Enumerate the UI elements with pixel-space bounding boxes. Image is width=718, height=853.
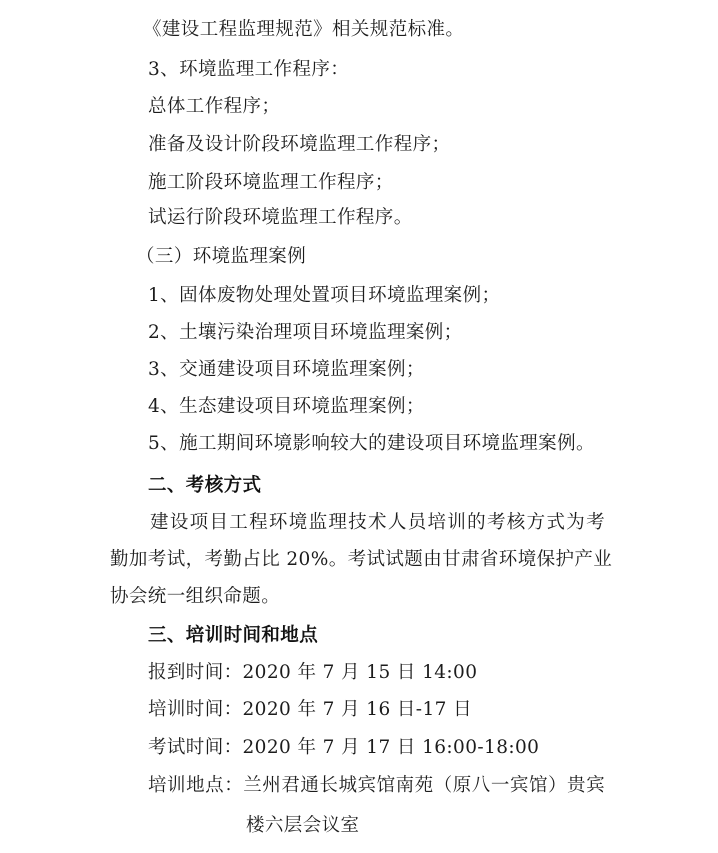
standard-reference-line: 《建设工程监理规范》相关规范标准。 [143, 19, 465, 40]
check-in-time: 报到时间：2020 年 7 月 15 日 14:00 [148, 662, 478, 683]
procedure-item: 施工阶段环境监理工作程序； [148, 172, 394, 193]
case-item: 4、生态建设项目环境监理案例； [148, 396, 425, 417]
procedure-item: 准备及设计阶段环境监理工作程序； [148, 134, 451, 155]
training-location: 培训地点：兰州君通长城宾馆南苑（原八一宾馆）贵宾 [148, 775, 605, 796]
training-time: 培训时间：2020 年 7 月 16 日-17 日 [148, 699, 472, 720]
case-item: 1、固体废物处理处置项目环境监理案例； [148, 285, 501, 306]
cases-heading: （三）环境监理案例 [136, 246, 307, 267]
case-item: 2、土壤污染治理项目环境监理案例； [148, 322, 463, 343]
case-item: 3、交通建设项目环境监理案例； [148, 359, 425, 380]
case-item: 5、施工期间环境影响较大的建设项目环境监理案例。 [148, 433, 595, 454]
assessment-section-heading: 二、考核方式 [148, 475, 262, 496]
assessment-paragraph-line: 协会统一组织命题。 [110, 586, 281, 607]
assessment-paragraph-line: 勤加考试，考勤占比 20%。考试试题由甘肃省环境保护产业 [110, 549, 613, 570]
procedure-heading: 3、环境监理工作程序： [148, 59, 350, 80]
assessment-paragraph-line: 建设项目工程环境监理技术人员培训的考核方式为考 [150, 512, 605, 533]
procedure-item: 试运行阶段环境监理工作程序。 [148, 207, 413, 228]
training-location-continued: 楼六层会议室 [246, 815, 360, 836]
exam-time: 考试时间：2020 年 7 月 17 日 16:00-18:00 [148, 737, 540, 758]
schedule-section-heading: 三、培训时间和地点 [148, 625, 319, 646]
procedure-item: 总体工作程序； [148, 96, 281, 117]
